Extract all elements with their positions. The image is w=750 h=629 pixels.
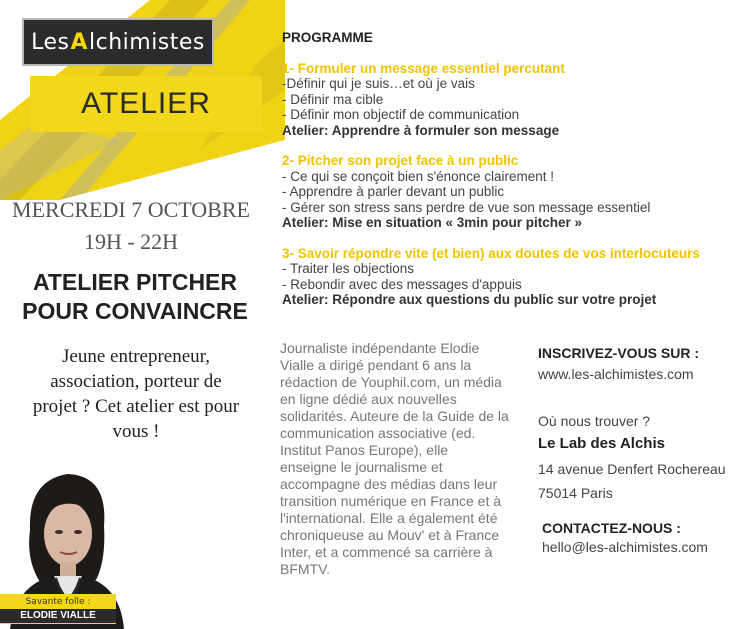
- section-title: 1- Formuler un message essentiel percutant: [282, 60, 565, 76]
- contact-block: [538, 519, 750, 557]
- logo-triangle-icon: A: [70, 29, 88, 55]
- venue-address: [538, 457, 750, 505]
- event-title-line2: POUR CONVAINCRE: [22, 298, 248, 324]
- bio-line: rédaction de Youphil.com, un média: [280, 374, 502, 390]
- atelier-banner: ATELIER: [30, 76, 262, 132]
- event-title: [0, 268, 270, 326]
- section-atelier: Atelier: Répondre aux questions du public sur votre projet: [282, 292, 657, 307]
- contact-label: CONTACTEZ-NOUS :: [542, 520, 681, 536]
- bio-line: Journaliste indépendante Elodie: [280, 340, 480, 356]
- logo-text-right: lchimistes: [89, 29, 205, 55]
- event-audience: [0, 344, 272, 444]
- bio-line: Vialle a dirigé pendant 6 ans la: [280, 357, 472, 373]
- bio-line: en ligne dédié aux nouvelles: [280, 391, 457, 407]
- speaker-caption: [0, 594, 116, 624]
- section-item: - Gérer son stress sans perdre de vue son message essentiel: [282, 199, 651, 215]
- event-date: MERCREDI 7 OCTOBRE: [12, 197, 250, 222]
- section-item: - Ce qui se conçoit bien s'énonce clairement !: [282, 168, 554, 184]
- bio-line: BFMTV.: [280, 561, 331, 577]
- section-atelier: Atelier: Apprendre à formuler son message: [282, 122, 560, 138]
- section-item: - Traiter les objections: [282, 261, 415, 276]
- event-datetime: [0, 194, 262, 258]
- bio-line: solidarités. Auteure de la Guide de la: [280, 408, 509, 424]
- section-item: -Définir qui je suis…et où je vais: [282, 76, 475, 91]
- contact-email-link[interactable]: hello@les-alchimistes.com: [542, 539, 708, 555]
- address-line2: 75014 Paris: [538, 485, 613, 501]
- event-time: 19H - 22H: [83, 229, 179, 254]
- programme-section-1: [282, 61, 748, 139]
- venue-name: Le Lab des Alchis: [538, 435, 665, 452]
- bio-line: transition numérique en France et à: [280, 493, 502, 509]
- bio-line: Inter, et a commencé sa carrière à: [280, 544, 493, 560]
- section-title: 2- Pitcher son projet face à un public: [282, 153, 519, 168]
- bio-line: enseigne le journalisme et: [280, 459, 443, 475]
- section-atelier: Atelier: Mise en situation « 3min pour pitcher »: [282, 215, 583, 230]
- register-link[interactable]: www.les-alchimistes.com: [538, 366, 694, 382]
- event-title-line1: ATELIER PITCHER: [32, 269, 238, 295]
- bio-line: accompagne des médias dans leur: [280, 476, 498, 492]
- les-alchimistes-logo: [22, 18, 214, 66]
- programme-section-3: [282, 246, 748, 308]
- speaker-bio: [280, 340, 532, 578]
- section-item: - Définir ma cible: [282, 91, 384, 107]
- register-label: INSCRIVEZ-VOUS SUR :: [538, 345, 700, 361]
- audience-line3: projet ? Cet atelier est pour: [32, 396, 240, 417]
- programme-section-2: [282, 153, 748, 231]
- address-line1: 14 avenue Denfert Rochereau: [538, 461, 726, 477]
- programme-heading: PROGRAMME: [282, 30, 373, 45]
- location-label: Où nous trouver ?: [538, 413, 651, 429]
- speaker-name: ELODIE VIALLE: [0, 609, 116, 623]
- section-item: - Définir mon objectif de communication: [282, 107, 520, 122]
- speaker-role: Savante folle :: [25, 597, 91, 607]
- section-title: 3- Savoir répondre vite (et bien) aux doutes de vos interlocuteurs: [282, 245, 700, 261]
- programme: [282, 30, 748, 323]
- audience-line4: vous !: [112, 421, 160, 442]
- audience-line1: Jeune entrepreneur,: [62, 346, 210, 367]
- section-item: - Apprendre à parler devant un public: [282, 184, 505, 199]
- bio-line: l'international. Elle a également été: [280, 510, 498, 526]
- bio-line: chroniqueuse au Mouv' et à France: [280, 527, 500, 543]
- logo-text-left: Les: [31, 29, 70, 55]
- bio-line: Institut Panos Europe), elle: [280, 442, 449, 458]
- practical-info: [538, 344, 750, 557]
- header-corner-graphic: [0, 0, 285, 200]
- bio-line: communication associative (ed.: [280, 425, 476, 441]
- audience-line2: association, porteur de: [50, 371, 222, 392]
- section-item: - Rebondir avec des messages d'appuis: [282, 276, 522, 292]
